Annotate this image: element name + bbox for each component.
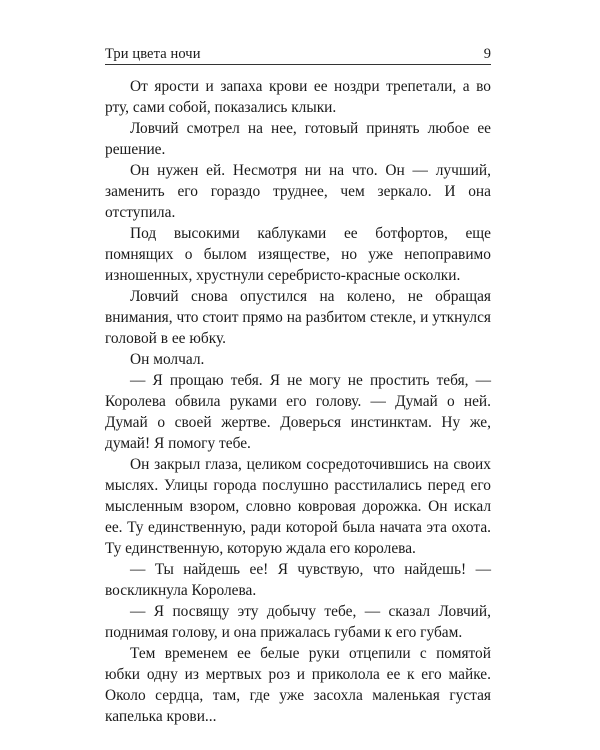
paragraph: От ярости и запаха крови ее ноздри трепетали, а во рту, сами собой, показались клыки. xyxy=(105,78,491,116)
paragraph: Ловчий смотрел на нее, готовый принять любое ее решение. xyxy=(105,120,491,158)
paragraph: — Я прощаю тебя. Я не могу не простить тебя, — Королева обвила руками его голову. — Думай о ней. Думай о своей жертве. Доверься инстинктам. Ну же, думай! Я помогу тебе. xyxy=(105,372,491,452)
running-title: Три цвета ночи xyxy=(105,46,201,62)
paragraph: Ловчий снова опустился на колено, не обращая внимания, что стоит прямо на разбитом стекле, и уткнулся головой в ее юбку. xyxy=(105,288,491,347)
paragraph: — Я посвящу эту добычу тебе, — сказал Ловчий, поднимая голову, и она прижалась губами к его губам. xyxy=(105,603,491,641)
paragraph: Он нужен ей. Несмотря ни на что. Он — лучший, заменить его гораздо труднее, чем зеркало. И она отступила. xyxy=(105,162,491,221)
paragraph: Он молчал. xyxy=(130,351,205,368)
paragraph: Тем временем ее белые руки отцепили с помятой юбки одну из мертвых роз и приколола ее к его майке. Около сердца, там, где уже засохла маленькая густая капелька крови... xyxy=(105,645,491,725)
running-head xyxy=(105,40,491,62)
paragraph: — Ты найдешь ее! Я чувствую, что найдешь! — воскликнула Королева. xyxy=(105,561,491,599)
paragraph: Под высокими каблуками ее ботфортов, еще помнящих о былом изяществе, но уже непоправимо изношенных, хрустнули серебристо-красные осколки. xyxy=(105,225,491,284)
body-text xyxy=(105,76,491,727)
page-number: 9 xyxy=(483,46,491,62)
paragraph: Он закрыл глаза, целиком сосредоточившись на своих мыслях. Улицы города послушно расстилались перед его мысленным взором, словно ковровая дорожка. Он искал ее. Ту единственную, ради которой была начата эта охота. Ту единственную, которую ждала его королева. xyxy=(105,456,491,557)
header-rule xyxy=(105,64,491,65)
